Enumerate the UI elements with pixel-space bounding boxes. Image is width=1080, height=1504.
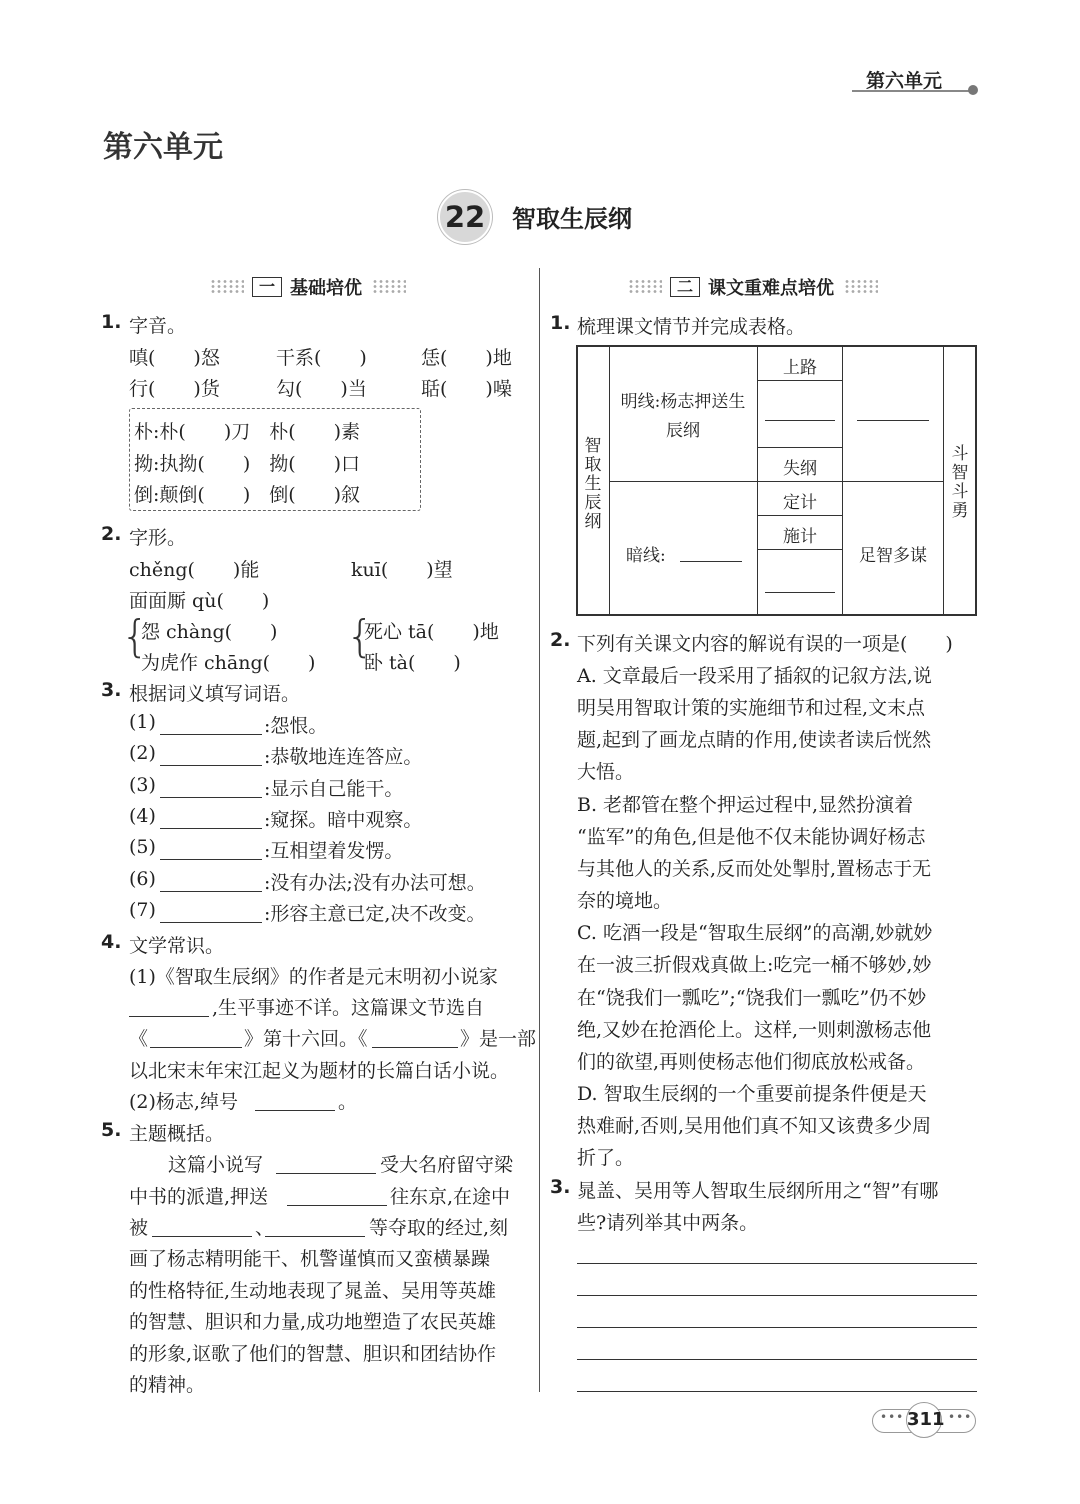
q4-line2: ,生平事迹不详。这篇课文节选自: [212, 997, 485, 1019]
q3-item-text: :窥探。暗中观察。: [264, 809, 423, 831]
q3-blank[interactable]: [160, 765, 262, 766]
s2-q3-line2: 些?请列举其中两条。: [577, 1212, 759, 1234]
column-divider: [539, 268, 540, 1392]
q1-box-line3: 倒:颠倒( ) 倒( )叙: [134, 484, 361, 506]
q3-blank[interactable]: [160, 859, 262, 860]
section1-number: 一: [252, 277, 282, 297]
q5-line7: 的形象,讴歌了他们的智慧、胆识和团结协作: [129, 1343, 497, 1365]
q5-line1-b: 受大名府留守梁: [380, 1154, 514, 1176]
table-anxian: 暗线:: [626, 546, 666, 566]
option-a-line: 大悟。: [577, 761, 635, 783]
answer-line[interactable]: [577, 1263, 977, 1264]
running-header: 第六单元: [866, 70, 943, 92]
q1-label: 1.: [101, 311, 122, 333]
q3-blank[interactable]: [160, 922, 262, 923]
q3-label: 3.: [101, 679, 122, 701]
q2-item-d1: 怨 chàng( ): [141, 621, 278, 643]
table-mingxian: 明线:杨志押送生辰纲: [620, 392, 746, 441]
q1-prompt: 字音。: [129, 315, 187, 337]
option-c-line: 绝,又妙在抢酒伦上。这样,一则刺激杨志他: [577, 1019, 932, 1041]
q4-line5-b: 。: [338, 1091, 358, 1113]
q3-item-num: (1): [129, 711, 156, 733]
q3-item-text: :显示自己能干。: [264, 778, 404, 800]
table-shiji: 施计: [783, 527, 817, 547]
q3-item-num: (6): [129, 868, 156, 890]
table-right-label: 斗智斗勇: [951, 444, 969, 521]
q3-item-text: :互相望着发愣。: [264, 840, 404, 862]
table-hline: [757, 380, 843, 381]
q3-item-text: :怨恨。: [264, 715, 328, 737]
unit-heading: 第六单元: [103, 130, 223, 165]
page-dots-right: •••: [948, 1410, 973, 1424]
answer-line[interactable]: [577, 1391, 977, 1392]
q5-line2-b: 往东京,在途中: [390, 1186, 511, 1208]
option-b-line: 与其他人的关系,反而处处掣肘,置杨志于无: [577, 858, 932, 880]
table-hline: [757, 549, 843, 550]
q2-prompt: 字形。: [129, 527, 187, 549]
q1-row1-a: 嗔( )怒: [129, 347, 220, 369]
q5-line3-b: 、: [255, 1217, 275, 1239]
table-vline: [943, 346, 944, 615]
section1-heading: [210, 274, 406, 300]
q1-row2-b: 勾( )当: [276, 378, 367, 400]
q1-row1-b: 干系( ): [276, 347, 367, 369]
s2-q2-prompt: 下列有关课文内容的解说有误的一项是( ): [577, 633, 953, 655]
header-dot: [968, 85, 978, 95]
q2-item-a: chěng( )能: [129, 559, 260, 581]
q5-line8: 的精神。: [129, 1374, 206, 1396]
q3-item-text: :没有办法;没有办法可想。: [264, 872, 486, 894]
s2-q1-label: 1.: [550, 312, 571, 334]
q2-brace-right: {: [346, 611, 374, 662]
q3-item-num: (2): [129, 742, 156, 764]
q4-line3-a: 《: [129, 1028, 149, 1050]
option-c-line: C. 吃酒一段是“智取生辰纲”的高潮,妙就妙: [577, 922, 933, 944]
q1-row2-c: 聒( )噪: [421, 378, 512, 400]
option-c-line: 们的欲望,再则使杨志他们彻底放松戒备。: [577, 1051, 926, 1073]
table-hline: [757, 447, 843, 448]
q3-item-text: :恭敬地连连答应。: [264, 746, 423, 768]
q2-item-e1: 死心 tā( )地: [364, 621, 499, 643]
s2-q1-prompt: 梳理课文情节并完成表格。: [577, 316, 806, 338]
section2-heading: [628, 274, 878, 300]
option-b-line: “监军”的角色,但是他不仅未能协调好杨志: [577, 826, 926, 848]
q4-line3-c: 》是一部: [460, 1028, 537, 1050]
q4-line5-a: (2)杨志,绰号: [129, 1091, 238, 1113]
lesson-number: 22: [438, 190, 492, 244]
table-dingji: 定计: [783, 493, 817, 513]
q1-box-line1: 朴:朴( )刀 朴( )素: [134, 421, 361, 443]
q2-item-b: kuī( )望: [351, 559, 453, 581]
option-d-line: 折了。: [577, 1147, 635, 1169]
page-number: 311: [906, 1402, 942, 1438]
answer-line[interactable]: [577, 1327, 977, 1328]
s2-q2-label: 2.: [550, 629, 571, 651]
q5-blank[interactable]: [287, 1205, 387, 1206]
option-d-line: 热难耐,否则,吴用他们真不知又该费多少周: [577, 1115, 932, 1137]
q3-blank[interactable]: [160, 734, 262, 735]
q4-blank-book2[interactable]: [372, 1047, 458, 1048]
answer-line[interactable]: [577, 1359, 977, 1360]
q5-line6: 的智慧、胆识和力量,成功地塑造了农民英雄: [129, 1311, 497, 1333]
s2-q3-line1: 晁盖、吴用等人智取生辰纲所用之“智”有哪: [577, 1180, 939, 1202]
q3-blank[interactable]: [160, 797, 262, 798]
table-left-label: 智取生辰纲: [584, 436, 602, 532]
table-zuzhi: 足智多谋: [859, 546, 927, 566]
q5-line3-a: 被: [129, 1217, 149, 1239]
q5-blank[interactable]: [265, 1236, 365, 1237]
q4-line3-b: 》第十六回。《: [244, 1028, 368, 1050]
section1-title: 基础培优: [290, 278, 363, 299]
section2-title: 课文重难点培优: [708, 278, 835, 299]
q5-blank[interactable]: [276, 1173, 376, 1174]
q3-item-text: :形容主意已定,决不改变。: [264, 903, 486, 925]
option-a-line: A. 文章最后一段采用了插叙的记叙方法,说: [577, 665, 932, 687]
table-shigang: 失纲: [783, 459, 817, 479]
q1-box-line2: 拗:执拗( ) 拗( )口: [134, 453, 361, 475]
lesson-title: 智取生辰纲: [512, 205, 632, 233]
option-b-line: B. 老都管在整个押运过程中,显然扮演着: [577, 794, 914, 816]
option-b-line: 奈的境地。: [577, 890, 673, 912]
q2-item-e2: 卧 tà( ): [364, 652, 461, 674]
option-c-line: 在“饶我们一瓢吃”;“饶我们一瓢吃”仍不妙: [577, 987, 927, 1009]
q4-label: 4.: [101, 931, 122, 953]
table-hline: [757, 515, 843, 516]
table-blank-anxian[interactable]: [680, 561, 742, 562]
answer-line[interactable]: [577, 1295, 977, 1296]
q2-item-d2: 为虎作 chāng( ): [141, 652, 316, 674]
q5-line4: 画了杨志精明能干、机警谨慎而又蛮横暴躁: [129, 1248, 491, 1270]
q3-item-num: (4): [129, 805, 156, 827]
option-c-line: 在一波三折假戏真做上:吃完一桶不够妙,妙: [577, 954, 932, 976]
table-hline: [609, 481, 943, 482]
q4-blank-book[interactable]: [150, 1047, 242, 1048]
q3-item-num: (7): [129, 899, 156, 921]
q5-line5: 的性格特征,生动地表现了晁盖、吴用等英雄: [129, 1280, 497, 1302]
q2-item-c: 面面厮 qù( ): [129, 590, 270, 612]
q5-prompt: 主题概括。: [129, 1123, 225, 1145]
header-rule: [852, 90, 972, 92]
q4-line4: 以北宋末年宋江起义为题材的长篇白话小说。: [129, 1060, 510, 1082]
q5-label: 5.: [101, 1119, 122, 1141]
q1-row2-a: 行( )货: [129, 378, 220, 400]
q2-label: 2.: [101, 523, 122, 545]
option-d-line: D. 智取生辰纲的一个重要前提条件便是天: [577, 1083, 927, 1105]
q5-blank[interactable]: [152, 1236, 252, 1237]
table-blank-wisdom[interactable]: [857, 420, 929, 421]
q3-item-num: (5): [129, 836, 156, 858]
section2-number: 二: [670, 277, 700, 297]
q4-blank-author[interactable]: [129, 1016, 209, 1017]
option-a-line: 题,起到了画龙点睛的作用,使读者读后恍然: [577, 729, 932, 751]
q3-item-num: (3): [129, 774, 156, 796]
table-shanglu: 上路: [783, 358, 817, 378]
q4-line1: (1)《智取生辰纲》的作者是元末明初小说家: [129, 966, 498, 988]
q5-line1-a: 这篇小说写: [168, 1154, 264, 1176]
option-a-line: 明吴用智取计策的实施细节和过程,文末点: [577, 697, 926, 719]
q4-prompt: 文学常识。: [129, 935, 225, 957]
q4-blank-nickname[interactable]: [255, 1110, 335, 1111]
s2-q3-label: 3.: [550, 1176, 571, 1198]
q5-line2-a: 中书的派遣,押送: [129, 1186, 269, 1208]
q5-line3-c: 等夺取的经过,刻: [369, 1217, 509, 1239]
q2-brace-left: {: [121, 611, 149, 662]
page-dots-left: •••: [880, 1410, 905, 1424]
q3-blank[interactable]: [160, 828, 262, 829]
table-blank-afterplan[interactable]: [765, 592, 835, 593]
q3-prompt: 根据词义填写词语。: [129, 683, 301, 705]
q3-blank[interactable]: [160, 891, 262, 892]
q1-row1-c: 恁( )地: [421, 347, 512, 369]
table-blank-midroute[interactable]: [765, 420, 835, 421]
